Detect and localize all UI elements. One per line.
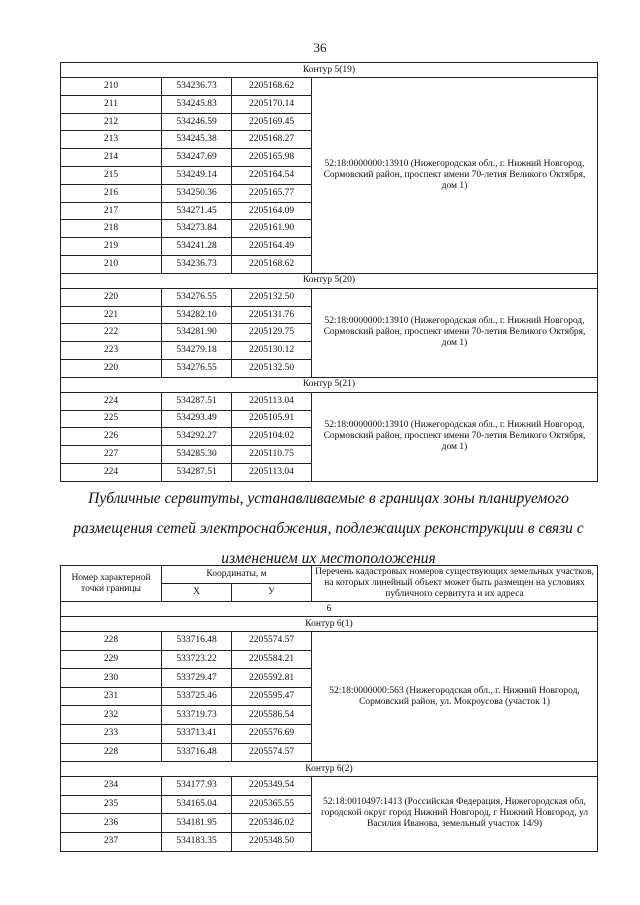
y-coordinate-cell: 2205131.76 [232,306,312,324]
y-coordinate-cell: 2205592.81 [232,669,312,688]
coordinates-table-5 [60,62,598,482]
point-number-cell: 213 [61,131,162,149]
point-number-cell: 235 [61,795,162,814]
point-number-cell: 233 [61,724,162,743]
header-x: X [162,584,232,602]
point-number-cell: 215 [61,166,162,184]
cadastral-address-cell: 52:18:0000000:13910 (Нижегородская обл., г. Нижний Новгород, Сормовский район, проспект имени 70-летия Великого Октября, дом 1) [312,392,598,481]
x-coordinate-cell: 534273.84 [162,220,232,238]
point-number-cell: 234 [61,777,162,796]
point-number-cell: 230 [61,669,162,688]
y-coordinate-cell: 2205132.50 [232,288,312,306]
y-coordinate-cell: 2205164.49 [232,238,312,256]
x-coordinate-cell: 534287.51 [162,463,232,481]
x-coordinate-cell: 533716.48 [162,743,232,762]
x-coordinate-cell: 534165.04 [162,795,232,814]
point-number-cell: 212 [61,113,162,131]
cadastral-address-cell: 52:18:0010497:1413 (Российская Федерация, Нижегородская обл, городской округ город Нижний Новгород, г Нижний Новгород, ул Василия Иванова, земельный участок 14/9) [312,777,598,851]
y-coordinate-cell: 2205104.02 [232,428,312,446]
y-coordinate-cell: 2205574.57 [232,743,312,762]
point-number-cell: 228 [61,632,162,651]
y-coordinate-cell: 2205168.62 [232,78,312,96]
point-number-cell: 214 [61,149,162,167]
point-number-cell: 222 [61,324,162,342]
y-coordinate-cell: 2205348.50 [232,832,312,851]
y-coordinate-cell: 2205113.04 [232,463,312,481]
cadastral-address-cell: 52:18:0000000:563 (Нижегородская обл., г. Нижний Новгород, Сормовский район, ул. Мокроусова (участок 1) [312,632,598,762]
y-coordinate-cell: 2205168.27 [232,131,312,149]
point-number-cell: 229 [61,650,162,669]
contour-title: Контур 6(1) [61,617,598,632]
y-coordinate-cell: 2205164.54 [232,166,312,184]
point-number-cell: 220 [61,288,162,306]
table-row [61,392,598,410]
cadastral-address-cell: 52:18:0000000:13910 (Нижегородская обл., г. Нижний Новгород, Сормовский район, проспект имени 70-летия Великого Октября, дом 1) [312,78,598,274]
heading-line: Публичные сервитуты, устанавливаемые в границах зоны планируемого [88,490,569,507]
y-coordinate-cell: 2205132.50 [232,359,312,377]
x-coordinate-cell: 534285.30 [162,446,232,464]
heading-line: размещения сетей электроснабжения, подлежащих реконструкции в связи с [73,520,584,537]
cadastral-address-cell: 52:18:0000000:13910 (Нижегородская обл., г. Нижний Новгород, Сормовский район, проспект имени 70-летия Великого Октября, дом 1) [312,288,598,377]
point-number-cell: 225 [61,410,162,428]
y-coordinate-cell: 2205165.98 [232,149,312,167]
y-coordinate-cell: 2205349.54 [232,777,312,796]
x-coordinate-cell: 534247.69 [162,149,232,167]
contour-title: Контур 5(21) [61,377,598,392]
x-coordinate-cell: 533713.41 [162,724,232,743]
x-coordinate-cell: 534279.18 [162,342,232,360]
x-coordinate-cell: 534246.59 [162,113,232,131]
contour-title: Контур 6(2) [61,762,598,777]
point-number-cell: 232 [61,706,162,725]
header-coordinates: Координаты, м [162,566,312,584]
contour-title: Контур 5(20) [61,273,598,288]
x-coordinate-cell: 534276.55 [162,288,232,306]
header-point-number: Номер характерной точки границы [61,566,162,602]
x-coordinate-cell: 534245.83 [162,95,232,113]
y-coordinate-cell: 2205110.75 [232,446,312,464]
x-coordinate-cell: 534249.14 [162,166,232,184]
y-coordinate-cell: 2205574.57 [232,632,312,651]
header-cadastral: Перечень кадастровых номеров существующих земельных участков, на которых линейный объект может быть размещен на условиях публичного сервитута и их адреса [312,566,598,602]
point-number-cell: 224 [61,463,162,481]
y-coordinate-cell: 2205130.12 [232,342,312,360]
section-number: 6 [61,602,598,617]
x-coordinate-cell: 533716.48 [162,632,232,651]
point-number-cell: 221 [61,306,162,324]
x-coordinate-cell: 534181.95 [162,814,232,833]
point-number-cell: 217 [61,202,162,220]
x-coordinate-cell: 534245.38 [162,131,232,149]
contour-title: Контур 5(19) [61,63,598,78]
y-coordinate-cell: 2205105.91 [232,410,312,428]
y-coordinate-cell: 2205161.90 [232,220,312,238]
x-coordinate-cell: 534177.93 [162,777,232,796]
page-number: 36 [313,40,327,55]
table-body [61,63,598,482]
x-coordinate-cell: 534271.45 [162,202,232,220]
section-heading [60,484,597,574]
x-coordinate-cell: 534250.36 [162,184,232,202]
x-coordinate-cell: 534281.90 [162,324,232,342]
x-coordinate-cell: 534236.73 [162,255,232,273]
point-number-cell: 220 [61,359,162,377]
x-coordinate-cell: 534236.73 [162,78,232,96]
x-coordinate-cell: 534183.35 [162,832,232,851]
heading-line: изменением их местоположения [221,550,436,567]
y-coordinate-cell: 2205595.47 [232,687,312,706]
point-number-cell: 224 [61,392,162,410]
table-row [61,632,598,651]
x-coordinate-cell: 533719.73 [162,706,232,725]
point-number-cell: 227 [61,446,162,464]
x-coordinate-cell: 534287.51 [162,392,232,410]
point-number-cell: 228 [61,743,162,762]
x-coordinate-cell: 533725.46 [162,687,232,706]
point-number-cell: 231 [61,687,162,706]
x-coordinate-cell: 534292.27 [162,428,232,446]
y-coordinate-cell: 2205586.54 [232,706,312,725]
y-coordinate-cell: 2205168.62 [232,255,312,273]
x-coordinate-cell: 534282.10 [162,306,232,324]
point-number-cell: 237 [61,832,162,851]
y-coordinate-cell: 2205169.45 [232,113,312,131]
x-coordinate-cell: 534241.28 [162,238,232,256]
point-number-cell: 216 [61,184,162,202]
header-y: У [232,584,312,602]
x-coordinate-cell: 534293.49 [162,410,232,428]
y-coordinate-cell: 2205113.04 [232,392,312,410]
point-number-cell: 223 [61,342,162,360]
table-row [61,78,598,96]
point-number-cell: 236 [61,814,162,833]
y-coordinate-cell: 2205164.09 [232,202,312,220]
y-coordinate-cell: 2205365.55 [232,795,312,814]
point-number-cell: 218 [61,220,162,238]
table-row [61,777,598,796]
point-number-cell: 210 [61,78,162,96]
x-coordinate-cell: 533729.47 [162,669,232,688]
y-coordinate-cell: 2205165.77 [232,184,312,202]
y-coordinate-cell: 2205170.14 [232,95,312,113]
y-coordinate-cell: 2205584.21 [232,650,312,669]
table-row [61,288,598,306]
y-coordinate-cell: 2205576.69 [232,724,312,743]
table-body [61,617,598,852]
y-coordinate-cell: 2205346.02 [232,814,312,833]
point-number-cell: 211 [61,95,162,113]
table-header [61,566,598,617]
point-number-cell: 210 [61,255,162,273]
coordinates-table-6 [60,565,598,852]
y-coordinate-cell: 2205129.75 [232,324,312,342]
x-coordinate-cell: 534276.55 [162,359,232,377]
point-number-cell: 219 [61,238,162,256]
x-coordinate-cell: 533723.22 [162,650,232,669]
point-number-cell: 226 [61,428,162,446]
